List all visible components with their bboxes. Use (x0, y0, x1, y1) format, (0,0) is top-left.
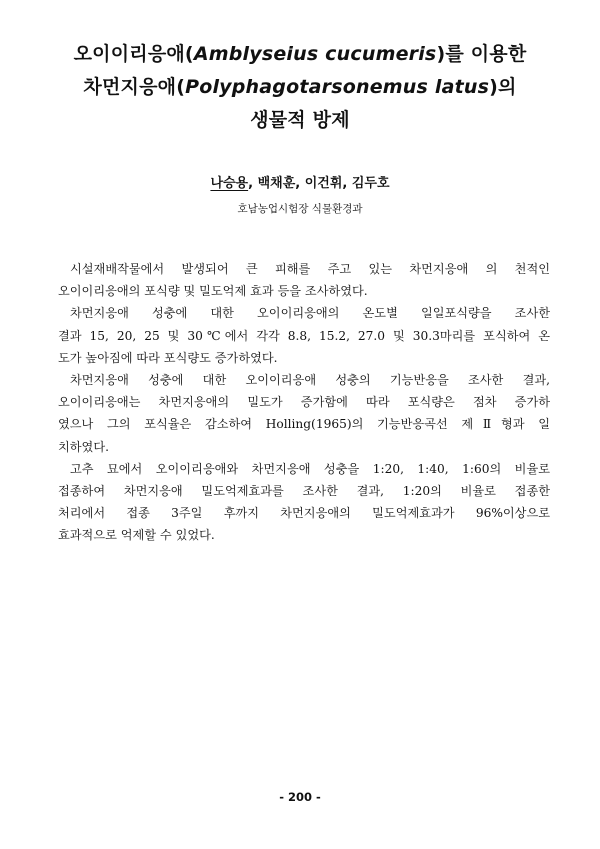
text-line: 차먼지응애 성충에 대한 오이이리응애 성충의 기능반응을 조사한 결과, (70, 373, 550, 388)
text-line: 오이이리응애는 차먼지응애의 밀도가 증가함에 따라 포식량은 점차 증가하 (58, 395, 550, 410)
first-author: 나승용 (210, 176, 249, 191)
text-line: 시설재배작물에서 발생되어 큰 피해를 주고 있는 차먼지응애 의 천적인 (70, 262, 550, 276)
text-line: 효과적으로 억제할 수 있었다. (58, 528, 215, 543)
page-number: - 200 - (279, 790, 321, 804)
abstract-paragraph-4 (58, 458, 550, 547)
title-line-2 (0, 71, 600, 104)
author-list (0, 174, 600, 194)
title-line-2-prefix: 차먼지응애( (83, 76, 186, 98)
text-line: 오이이리응애의 포식량 및 밀도억제 효과 등을 조사하였다. (58, 284, 368, 299)
text-line: 였으나 그의 포식율은 감소하여 Holling(1965)의 기능반응곡선 제Ⅱ형과 일 (58, 417, 550, 432)
text-line: 도가 높아짐에 따라 포식량도 증가하였다. (58, 350, 278, 365)
title-scientific-name-1: Amblyseius cucumeris (193, 43, 437, 65)
abstract-paragraph-1 (58, 258, 550, 302)
co-authors: , 백채훈, 이건휘, 김두호 (248, 176, 390, 191)
text-line: 접종하여 차먼지응애 밀도억제효과를 조사한 결과, 1:20의 비율로 접종한 (58, 484, 550, 499)
title-line-3: 생물적 방제 (250, 109, 350, 131)
title-line-1-suffix: )를 이용한 (436, 43, 527, 65)
text-line: 고추 묘에서 오이이리응애와 차먼지응애 성충을 1:20, 1:40, 1:60의 비율로 (70, 461, 550, 476)
text-line: 차먼지응애 성충에 대한 오이이리응애의 온도별 일일포식량을 조사한 (70, 306, 550, 321)
abstract-paragraph-3 (58, 369, 550, 458)
title-line-1 (0, 38, 600, 71)
text-line: 결과 15, 20, 25 및 30℃에서 각각 8.8, 15.2, 27.0 및 30.3마리를 포식하여 온 (58, 328, 550, 343)
title-line-2-suffix: )의 (489, 76, 517, 98)
title-line-1-prefix: 오이이리응애( (73, 43, 194, 65)
abstract-paragraph-2 (58, 302, 550, 369)
paper-title (0, 38, 600, 137)
affiliation: 호남농업시험장 식물환경과 (237, 203, 363, 215)
text-line: 처리에서 접종 3주일 후까지 차먼지응애의 밀도억제효과가 96%이상으로 (58, 506, 550, 521)
text-line: 치하였다. (58, 439, 109, 454)
title-scientific-name-2: Polyphagotarsonemus latus (185, 76, 490, 98)
abstract-body (58, 258, 550, 547)
